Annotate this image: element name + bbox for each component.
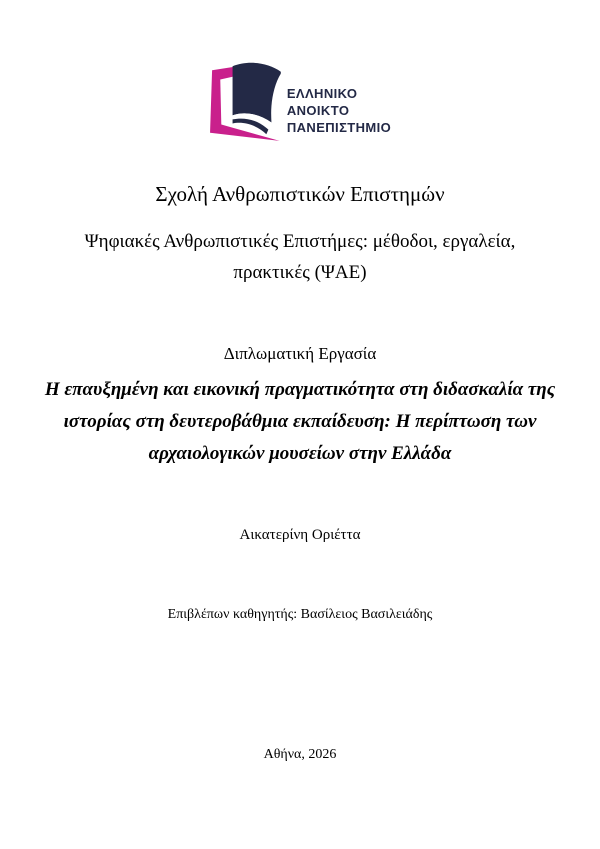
logo-book-shape [233, 63, 281, 123]
school-name: Σχολή Ανθρωπιστικών Επιστημών [155, 182, 445, 206]
supervisor-line: Επιβλέπων καθηγητής: Βασίλειος Βασιλειάδης [167, 607, 433, 622]
program-name-line-2: πρακτικές (ΨΑΕ) [233, 262, 367, 283]
logo-text-line-1: ΕΛΛΗΝΙΚΟ [286, 85, 358, 101]
university-logo-text [287, 85, 391, 136]
author-name: Αικατερίνη Οριέττα [239, 527, 361, 543]
logo-text-line-3: ΠΑΝΕΠΙΣΤΗΜΙΟ [286, 119, 392, 135]
logo-text-line-2: ΑΝΟΙΚΤΟ [286, 102, 350, 118]
thesis-title-line-2: ιστορίας στη δευτεροβάθμια εκπαίδευση: Η περίπτωση των [63, 411, 537, 432]
thesis-title-line-3: αρχαιολογικών μουσείων στην Ελλάδα [148, 443, 452, 464]
program-name-line-1: Ψηφιακές Ανθρωπιστικές Επιστήμες: μέθοδοι, εργαλεία, [84, 231, 516, 252]
program-name [0, 226, 600, 288]
thesis-title-line-1: Η επαυξημένη και εικονική πραγματικότητα στη διδασκαλία της [44, 379, 556, 400]
thesis-type-label: Διπλωματική Εργασία [223, 344, 377, 363]
thesis-title [0, 374, 600, 470]
university-logo [209, 57, 391, 145]
location-date: Αθήνα, 2026 [263, 747, 337, 762]
open-book-logo-icon [209, 57, 281, 145]
